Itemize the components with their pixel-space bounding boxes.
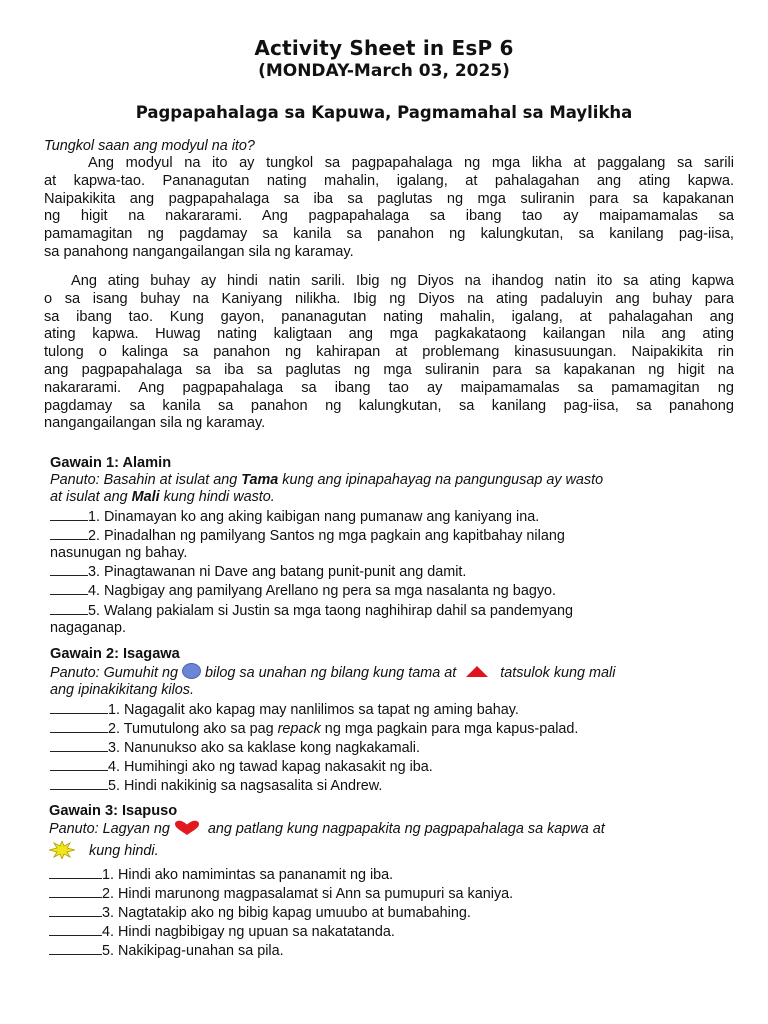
gawain-2-directions-line-2: ang ipinakikitang kilos. (50, 682, 194, 699)
gawain-2-item (50, 757, 730, 776)
answer-blank[interactable] (50, 507, 88, 521)
directions-text: tatsulok kung mali (500, 665, 616, 682)
gawain-1-item-continuation: nagaganap. (50, 619, 127, 636)
answer-blank[interactable] (49, 922, 102, 936)
intro-p2-line: pagdamay sa kanila sa panahon ng kalungkutan, sa kanilang pag-iisa, sa panahong (44, 397, 734, 414)
intro-p2-line: sa ibang tao. Kung gayon, pananagutan nating mahalin, igalang, at pahalagahan ang (44, 308, 734, 325)
answer-blank[interactable] (49, 865, 102, 879)
item-text: 1. Hindi ako namimintas sa pananamit ng iba. (102, 866, 394, 883)
red-heart-icon (174, 820, 200, 841)
answer-blank[interactable] (49, 884, 102, 898)
gawain-3-directions (49, 820, 729, 841)
gawain-3-item (49, 903, 729, 922)
item-text: 2. Tumutulong ako sa pag (108, 720, 278, 737)
answer-blank[interactable] (50, 700, 108, 714)
gawain-1-item (50, 507, 730, 526)
gawain-1-item (50, 562, 730, 581)
gawain-1-directions-line-2 (50, 489, 730, 506)
answer-blank[interactable] (50, 757, 108, 771)
intro-p1-line: Naipakikita ang pagpapahalaga sa iba sa paglutas ng mga suliranin para sa kapakanan (44, 190, 734, 207)
yellow-sun-icon (49, 841, 75, 864)
gawain-1-section (50, 455, 730, 637)
gawain-1-heading: Gawain 1: Alamin (50, 455, 172, 471)
item-text: 4. Humihingi ako ng tawad kapag nakasakit ng iba. (108, 759, 433, 776)
gawain-1-item (50, 601, 730, 620)
intro-p2-line: o sa isang buhay na Kaniyang nilikha. Ibig ng Diyos na ating padaluyin ang buhay para (44, 290, 734, 307)
document-title: Activity Sheet in EsP 6 (254, 36, 514, 60)
directions-keyword-tama: Tama (241, 472, 279, 489)
item-text: ng mga pagkain para mga kapus-palad. (320, 720, 579, 737)
gawain-2-item (50, 738, 730, 757)
answer-blank[interactable] (50, 738, 108, 752)
directions-text: at isulat ang (50, 489, 132, 506)
intro-p1-line: Ang modyul na ito ay tungkol sa pagpapahalaga ng mga likha at paggalang sa sarili (88, 155, 734, 171)
lesson-topic: Pagpapahalaga sa Kapuwa, Pagmamahal sa Maylikha (135, 103, 633, 122)
answer-blank[interactable] (49, 941, 102, 955)
gawain-3-item (49, 941, 729, 960)
intro-p1-line: at kapwa-tao. Pananagutan nating mahalin, igalang, at pahalagahan ang ating kapwa. (44, 172, 734, 189)
item-text: 4. Nagbigay ang pamilyang Arellano ng pera sa mga nasalanta ng bagyo. (88, 583, 557, 600)
item-text: 4. Hindi nagbibigay ng upuan sa nakatatanda. (102, 924, 395, 941)
item-text: 2. Pinadalhan ng pamilyang Santos ng mga pagkain ang kapitbahay nilang (88, 527, 565, 544)
item-text: 5. Walang pakialam si Justin sa mga taong naghihirap dahil sa pandemyang (88, 602, 574, 619)
item-text: 3. Nagtatakip ako ng bibig kapag umuubo at bumabahing. (102, 905, 471, 922)
item-text: 2. Hindi marunong magpasalamat si Ann sa pumupuri sa kaniya. (102, 885, 514, 902)
gawain-2-heading: Gawain 2: Isagawa (50, 646, 180, 662)
gawain-1-item (50, 581, 730, 600)
item-text: 3. Nanunukso ako sa kaklase kong nagkakamali. (108, 740, 420, 757)
red-triangle-icon (466, 666, 488, 677)
gawain-1-item (50, 526, 730, 545)
directions-text: Panuto: Lagyan ng (49, 821, 170, 838)
intro-p2-line: ating kapwa. Huwag nating kaligtaan ang mga pagkakataong kailangan nila ang ating (44, 326, 734, 343)
answer-blank[interactable] (50, 776, 108, 790)
answer-blank[interactable] (49, 903, 102, 917)
directions-text: Panuto: Gumuhit ng (50, 665, 178, 682)
directions-text: kung hindi wasto. (159, 489, 275, 506)
answer-blank[interactable] (50, 526, 88, 540)
gawain-2-directions (50, 663, 730, 682)
gawain-3-item (49, 922, 729, 941)
answer-blank[interactable] (50, 581, 88, 595)
directions-text: kung ang ipinapahayag na pangungusap ay wasto (278, 472, 604, 489)
document-date: (MONDAY-March 03, 2025) (258, 61, 510, 81)
intro-p1-line: pamamagitan ng pagdamay sa kanila sa panahon ng kalungkutan, sa kanilang pag-iisa, (44, 226, 734, 243)
intro-p2-line: Ang ating buhay ay hindi natin sarili. Ibig ng Diyos na ihandog natin ito sa ating kapwa (71, 273, 734, 289)
intro-p2-line: ang pagpapahalaga sa iba sa paglutas ng mga suliranin para sa kapakanan ng higit na (44, 361, 734, 378)
intro-p1-line: ng higit na nakararami. Ang pagpapahalaga sa ibang tao ay maipamamalas sa (44, 208, 734, 225)
item-text: 5. Nakikipag-unahan sa pila. (102, 943, 284, 960)
intro-p2-line: tulong o kalinga sa panahon ng kahirapan at problemang kinasusuungan. Naipakikita rin (44, 344, 734, 361)
directions-text: kung hindi. (89, 843, 159, 860)
gawain-2-section (50, 646, 730, 796)
intro-question: Tungkol saan ang modyul na ito? (44, 138, 255, 154)
gawain-3-heading: Gawain 3: Isapuso (49, 803, 178, 819)
gawain-1-item-continuation: nasunugan ng bahay. (50, 545, 188, 562)
gawain-2-item (50, 719, 730, 738)
item-italic-word: repack (277, 720, 321, 737)
gawain-2-item (50, 700, 730, 719)
intro-p2-line: nangangailangan sila ng karamay. (44, 415, 266, 432)
answer-blank[interactable] (50, 719, 108, 733)
intro-p2-line: nakararami. Ang pagpapahalaga sa ibang tao ay maipamamalas sa pamamagitan ng (44, 379, 734, 396)
intro-paragraph-1 (44, 155, 734, 262)
gawain-1-directions (50, 472, 730, 489)
directions-text: Panuto: Basahin at isulat ang (50, 472, 242, 489)
gawain-2-item (50, 776, 730, 795)
directions-text: ang patlang kung nagpapakita ng pagpapahalaga sa kapwa at (207, 821, 605, 838)
gawain-3-section (49, 803, 729, 961)
intro-paragraph-2 (44, 273, 734, 433)
item-text: 3. Pinagtawanan ni Dave ang batang punit-punit ang damit. (88, 564, 467, 581)
directions-keyword-mali: Mali (131, 489, 160, 506)
gawain-3-item (49, 865, 729, 884)
item-text: 5. Hindi nakikinig sa nagsasalita si Andrew. (108, 778, 383, 795)
item-text: 1. Dinamayan ko ang aking kaibigan nang pumanaw ang kaniyang ina. (88, 508, 540, 525)
directions-text: bilog sa unahan ng bilang kung tama at (205, 665, 457, 682)
item-text: 1. Nagagalit ako kapag may nanlilimos sa tapat ng aming bahay. (108, 701, 519, 718)
answer-blank[interactable] (50, 601, 88, 615)
blue-circle-icon (182, 663, 201, 679)
gawain-3-item (49, 884, 729, 903)
intro-p1-line: sa panahong nangangailangan sila ng karamay. (44, 243, 354, 260)
gawain-3-directions-line-2 (49, 841, 729, 864)
answer-blank[interactable] (50, 562, 88, 576)
